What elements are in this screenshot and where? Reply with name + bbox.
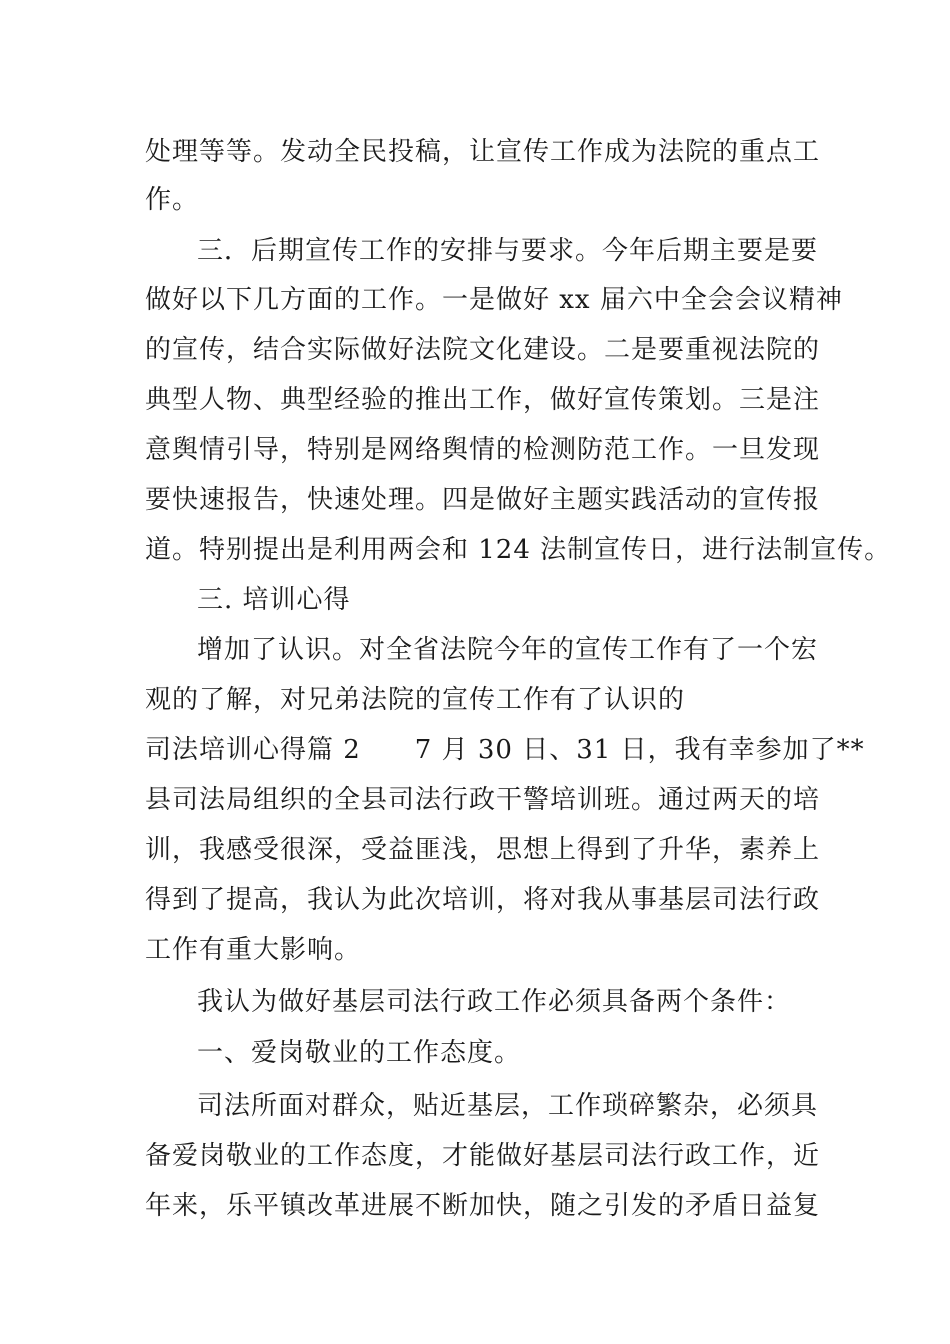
text-line: 处理等等。发动全民投稿，让宣传工作成为法院的重点工 <box>145 137 821 167</box>
text-line: 增加了认识。对全省法院今年的宣传工作有了一个宏 <box>197 635 819 665</box>
text-line: 三．后期宣传工作的安排与要求。今年后期主要是要 <box>197 236 819 266</box>
text-line: 的宣传，结合实际做好法院文化建设。二是要重视法院的 <box>145 335 821 365</box>
text-line: 司法培训心得篇 2 7 月 30 日、31 日，我有幸参加了** <box>145 735 865 765</box>
text-line: 要快速报告，快速处理。四是做好主题实践活动的宣传报 <box>145 485 821 515</box>
text-line: 道。特别提出是利用两会和 124 法制宣传日，进行法制宣传。 <box>145 535 892 565</box>
text-line: 县司法局组织的全县司法行政干警培训班。通过两天的培 <box>145 785 821 815</box>
text-line: 作。 <box>145 185 200 215</box>
text-line: 意舆情引导，特别是网络舆情的检测防范工作。一旦发现 <box>145 435 821 465</box>
text-line: 做好以下几方面的工作。一是做好 xx 届六中全会会议精神 <box>145 285 843 315</box>
text-line: 观的了解，对兄弟法院的宣传工作有了认识的 <box>145 685 686 715</box>
text-line: 年来，乐平镇改革进展不断加快，随之引发的矛盾日益复 <box>145 1191 821 1221</box>
text-line: 司法所面对群众，贴近基层，工作琐碎繁杂，必须具 <box>197 1091 819 1121</box>
section-heading: 一、爱岗敬业的工作态度。 <box>197 1038 522 1068</box>
text-line: 工作有重大影响。 <box>145 935 362 965</box>
section-heading: 三. 培训心得 <box>197 585 351 615</box>
text-line: 典型人物、典型经验的推出工作，做好宣传策划。三是注 <box>145 385 821 415</box>
text-line: 我认为做好基层司法行政工作必须具备两个条件： <box>197 987 792 1017</box>
text-line: 训，我感受很深，受益匪浅，思想上得到了升华，素养上 <box>145 835 821 865</box>
text-line: 备爱岗敬业的工作态度，才能做好基层司法行政工作，近 <box>145 1141 821 1171</box>
text-line: 得到了提高，我认为此次培训，将对我从事基层司法行政 <box>145 885 821 915</box>
